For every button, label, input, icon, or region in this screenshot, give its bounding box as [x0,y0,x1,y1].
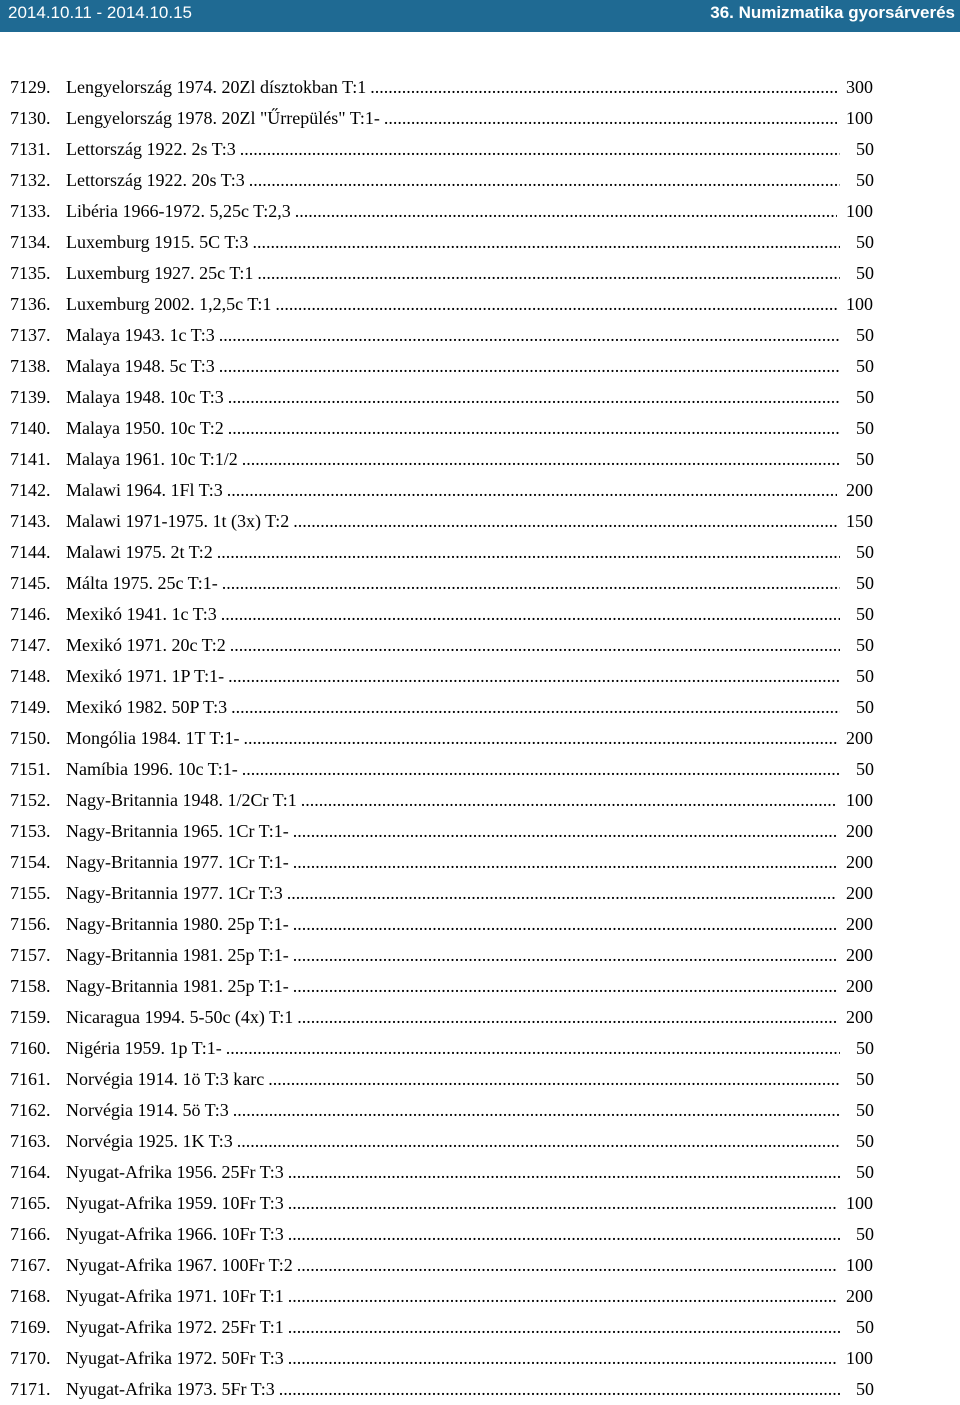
lot-row [0,971,960,1002]
lot-description-leader [66,785,871,816]
lot-description-leader [66,444,871,475]
lot-number: 7147. [10,635,51,655]
lot-starting-price: 100 [837,196,873,227]
lot-row [0,692,960,723]
lot-description: Malaya 1961. 10c T:1/2 [66,449,238,469]
lot-number: 7138. [10,356,51,376]
lot-description-leader [66,940,871,971]
lot-number: 7149. [10,697,51,717]
lot-description: Nyugat-Afrika 1972. 50Fr T:3 [66,1348,284,1368]
lot-description: Nagy-Britannia 1977. 1Cr T:1- [66,852,289,872]
lot-description: Mexikó 1982. 50P T:3 [66,697,228,717]
lot-row [0,909,960,940]
lot-description-leader [66,1219,871,1250]
lot-number: 7160. [10,1038,51,1058]
lot-row [0,475,960,506]
lot-description: Malaya 1950. 10c T:2 [66,418,224,438]
lot-number: 7134. [10,232,51,252]
lot-description: Lengyelország 1974. 20Zl dísztokban T:1 [66,77,367,97]
lot-description-leader [66,1250,871,1281]
lot-description: Málta 1975. 25c T:1- [66,573,218,593]
lot-number: 7158. [10,976,51,996]
lot-description: Mexikó 1971. 1P T:1- [66,666,225,686]
lot-description-leader [66,134,871,165]
lot-number: 7155. [10,883,51,903]
lot-description-leader [66,289,871,320]
lot-row [0,289,960,320]
lot-number: 7132. [10,170,51,190]
lot-description: Nyugat-Afrika 1971. 10Fr T:1 [66,1286,284,1306]
lot-description-leader [66,103,871,134]
lot-description-leader [66,816,871,847]
lot-starting-price: 50 [840,1033,874,1064]
lot-description: Nyugat-Afrika 1973. 5Fr T:3 [66,1379,275,1399]
lot-starting-price: 50 [840,754,874,785]
lot-number: 7150. [10,728,51,748]
lot-number: 7166. [10,1224,51,1244]
lot-row [0,227,960,258]
lot-row [0,1250,960,1281]
lot-starting-price: 50 [840,1126,874,1157]
lot-description-leader [66,847,871,878]
lot-description-leader [66,351,871,382]
lot-number: 7157. [10,945,51,965]
lot-starting-price: 200 [837,1281,873,1312]
lot-row [0,878,960,909]
lot-description: Mongólia 1984. 1T T:1- [66,728,240,748]
lot-description: Nyugat-Afrika 1959. 10Fr T:3 [66,1193,284,1213]
lot-number: 7142. [10,480,51,500]
auction-title: 36. Numizmatika gyorsárverés [710,3,955,22]
lot-description-leader [66,754,871,785]
lot-row [0,1157,960,1188]
lot-number: 7170. [10,1348,51,1368]
lot-row [0,630,960,661]
lot-list [0,72,960,1405]
lot-number: 7144. [10,542,51,562]
lot-description-leader [66,475,871,506]
lot-description-leader [66,1312,871,1343]
lot-row [0,723,960,754]
lot-starting-price: 50 [840,537,874,568]
lot-description: Malaya 1943. 1c T:3 [66,325,215,345]
lot-starting-price: 50 [840,692,874,723]
lot-description-leader [66,878,871,909]
lot-description: Nagy-Britannia 1965. 1Cr T:1- [66,821,289,841]
lot-description: Libéria 1966-1972. 5,25c T:2,3 [66,201,291,221]
lot-number: 7167. [10,1255,51,1275]
lot-description: Mexikó 1941. 1c T:3 [66,604,217,624]
lot-row [0,320,960,351]
lot-description-leader [66,1126,871,1157]
lot-starting-price: 200 [837,940,873,971]
lot-description-leader [66,1374,871,1405]
lot-starting-price: 50 [840,1157,874,1188]
lot-row [0,537,960,568]
lot-starting-price: 50 [840,165,874,196]
lot-number: 7154. [10,852,51,872]
lot-starting-price: 100 [837,785,873,816]
lot-description-leader [66,568,871,599]
lot-number: 7153. [10,821,51,841]
lot-starting-price: 50 [840,227,874,258]
lot-starting-price: 50 [840,382,874,413]
lot-row [0,1281,960,1312]
lot-description: Nagy-Britannia 1980. 25p T:1- [66,914,289,934]
lot-description-leader [66,599,871,630]
lot-row [0,1064,960,1095]
lot-description: Nyugat-Afrika 1972. 25Fr T:1 [66,1317,284,1337]
lot-description: Lengyelország 1978. 20Zl "Űrrepülés" T:1- [66,108,380,128]
lot-number: 7146. [10,604,51,624]
lot-description-leader [66,909,871,940]
lot-description: Nyugat-Afrika 1967. 100Fr T:2 [66,1255,293,1275]
lot-description-leader [66,537,871,568]
lot-row [0,444,960,475]
lot-number: 7168. [10,1286,51,1306]
lot-description: Malawi 1975. 2t T:2 [66,542,213,562]
lot-description-leader [66,382,871,413]
lot-starting-price: 100 [837,1343,873,1374]
lot-description: Nagy-Britannia 1981. 25p T:1- [66,945,289,965]
lot-description: Nagy-Britannia 1948. 1/2Cr T:1 [66,790,297,810]
lot-number: 7163. [10,1131,51,1151]
lot-starting-price: 200 [837,909,873,940]
lot-description: Malawi 1964. 1Fl T:3 [66,480,223,500]
lot-description: Mexikó 1971. 20c T:2 [66,635,226,655]
lot-starting-price: 50 [840,134,874,165]
lot-description-leader [66,1281,871,1312]
lot-row [0,165,960,196]
lot-row [0,661,960,692]
lot-description-leader [66,1002,871,1033]
lot-row [0,258,960,289]
lot-row [0,382,960,413]
lot-description: Luxemburg 1927. 25c T:1 [66,263,254,283]
lot-description: Nagy-Britannia 1981. 25p T:1- [66,976,289,996]
lot-number: 7145. [10,573,51,593]
lot-starting-price: 50 [840,661,874,692]
lot-number: 7151. [10,759,51,779]
lot-starting-price: 100 [837,103,873,134]
lot-number: 7161. [10,1069,51,1089]
page-header [0,0,960,32]
lot-number: 7136. [10,294,51,314]
lot-row [0,568,960,599]
lot-number: 7131. [10,139,51,159]
lot-description: Lettország 1922. 20s T:3 [66,170,245,190]
lot-number: 7162. [10,1100,51,1120]
lot-row [0,1095,960,1126]
lot-row [0,847,960,878]
lot-description: Nyugat-Afrika 1966. 10Fr T:3 [66,1224,284,1244]
lot-starting-price: 50 [840,258,874,289]
lot-description: Malawi 1971-1975. 1t (3x) T:2 [66,511,290,531]
lot-starting-price: 50 [840,568,874,599]
lot-number: 7129. [10,77,51,97]
lot-starting-price: 50 [840,320,874,351]
lot-starting-price: 200 [837,878,873,909]
lot-row [0,940,960,971]
lot-row [0,134,960,165]
lot-starting-price: 50 [840,1095,874,1126]
lot-row [0,599,960,630]
lot-number: 7133. [10,201,51,221]
lot-description-leader [66,506,871,537]
lot-description-leader [66,258,871,289]
lot-description: Malaya 1948. 5c T:3 [66,356,215,376]
lot-number: 7143. [10,511,51,531]
lot-number: 7135. [10,263,51,283]
lot-starting-price: 200 [837,723,873,754]
lot-row [0,413,960,444]
lot-description: Norvégia 1914. 5ö T:3 [66,1100,229,1120]
lot-starting-price: 200 [837,971,873,1002]
lot-description: Nigéria 1959. 1p T:1- [66,1038,222,1058]
lot-description: Luxemburg 2002. 1,2,5c T:1 [66,294,272,314]
lot-starting-price: 50 [840,630,874,661]
lot-starting-price: 50 [840,1374,874,1405]
lot-row [0,103,960,134]
lot-row [0,1312,960,1343]
lot-row [0,72,960,103]
lot-number: 7171. [10,1379,51,1399]
lot-description-leader [66,1064,871,1095]
lot-starting-price: 100 [837,1250,873,1281]
lot-number: 7164. [10,1162,51,1182]
lot-number: 7137. [10,325,51,345]
lot-description-leader [66,661,871,692]
lot-description-leader [66,320,871,351]
lot-number: 7130. [10,108,51,128]
lot-row [0,1219,960,1250]
lot-description: Norvégia 1914. 1ö T:3 karc [66,1069,265,1089]
lot-starting-price: 200 [837,847,873,878]
lot-description-leader [66,1188,871,1219]
lot-starting-price: 200 [837,816,873,847]
lot-starting-price: 50 [840,413,874,444]
lot-starting-price: 200 [837,1002,873,1033]
lot-description: Norvégia 1925. 1K T:3 [66,1131,233,1151]
lot-starting-price: 50 [840,599,874,630]
lot-description-leader [66,692,871,723]
lot-description: Namíbia 1996. 10c T:1- [66,759,238,779]
lot-starting-price: 100 [837,1188,873,1219]
lot-description: Malaya 1948. 10c T:3 [66,387,224,407]
lot-number: 7140. [10,418,51,438]
lot-description: Nyugat-Afrika 1956. 25Fr T:3 [66,1162,284,1182]
lot-description-leader [66,723,871,754]
lot-description: Luxemburg 1915. 5C T:3 [66,232,249,252]
lot-description-leader [66,413,871,444]
date-range: 2014.10.11 - 2014.10.15 [8,3,193,22]
lot-description-leader [66,196,871,227]
lot-number: 7159. [10,1007,51,1027]
lot-description-leader [66,227,871,258]
lot-description: Lettország 1922. 2s T:3 [66,139,236,159]
lot-row [0,754,960,785]
lot-description-leader [66,1157,871,1188]
lot-description-leader [66,971,871,1002]
lot-number: 7156. [10,914,51,934]
lot-description: Nicaragua 1994. 5-50c (4x) T:1 [66,1007,294,1027]
lot-row [0,1188,960,1219]
lot-description: Nagy-Britannia 1977. 1Cr T:3 [66,883,283,903]
lot-number: 7169. [10,1317,51,1337]
lot-row [0,816,960,847]
lot-number: 7148. [10,666,51,686]
lot-number: 7152. [10,790,51,810]
lot-description-leader [66,72,871,103]
lot-starting-price: 300 [837,72,873,103]
lot-row [0,1002,960,1033]
lot-row [0,1343,960,1374]
lot-number: 7139. [10,387,51,407]
lot-row [0,1126,960,1157]
lot-description-leader [66,1343,871,1374]
lot-starting-price: 50 [840,1312,874,1343]
lot-row [0,351,960,382]
lot-starting-price: 200 [837,475,873,506]
lot-starting-price: 150 [837,506,873,537]
lot-description-leader [66,1033,871,1064]
lot-number: 7165. [10,1193,51,1213]
lot-description-leader [66,630,871,661]
lot-starting-price: 50 [840,351,874,382]
lot-row [0,196,960,227]
lot-starting-price: 100 [837,289,873,320]
lot-description-leader [66,1095,871,1126]
lot-row [0,1033,960,1064]
lot-description-leader [66,165,871,196]
lot-number: 7141. [10,449,51,469]
lot-starting-price: 50 [840,1219,874,1250]
lot-row [0,785,960,816]
lot-row [0,1374,960,1405]
lot-starting-price: 50 [840,444,874,475]
lot-starting-price: 50 [840,1064,874,1095]
lot-row [0,506,960,537]
